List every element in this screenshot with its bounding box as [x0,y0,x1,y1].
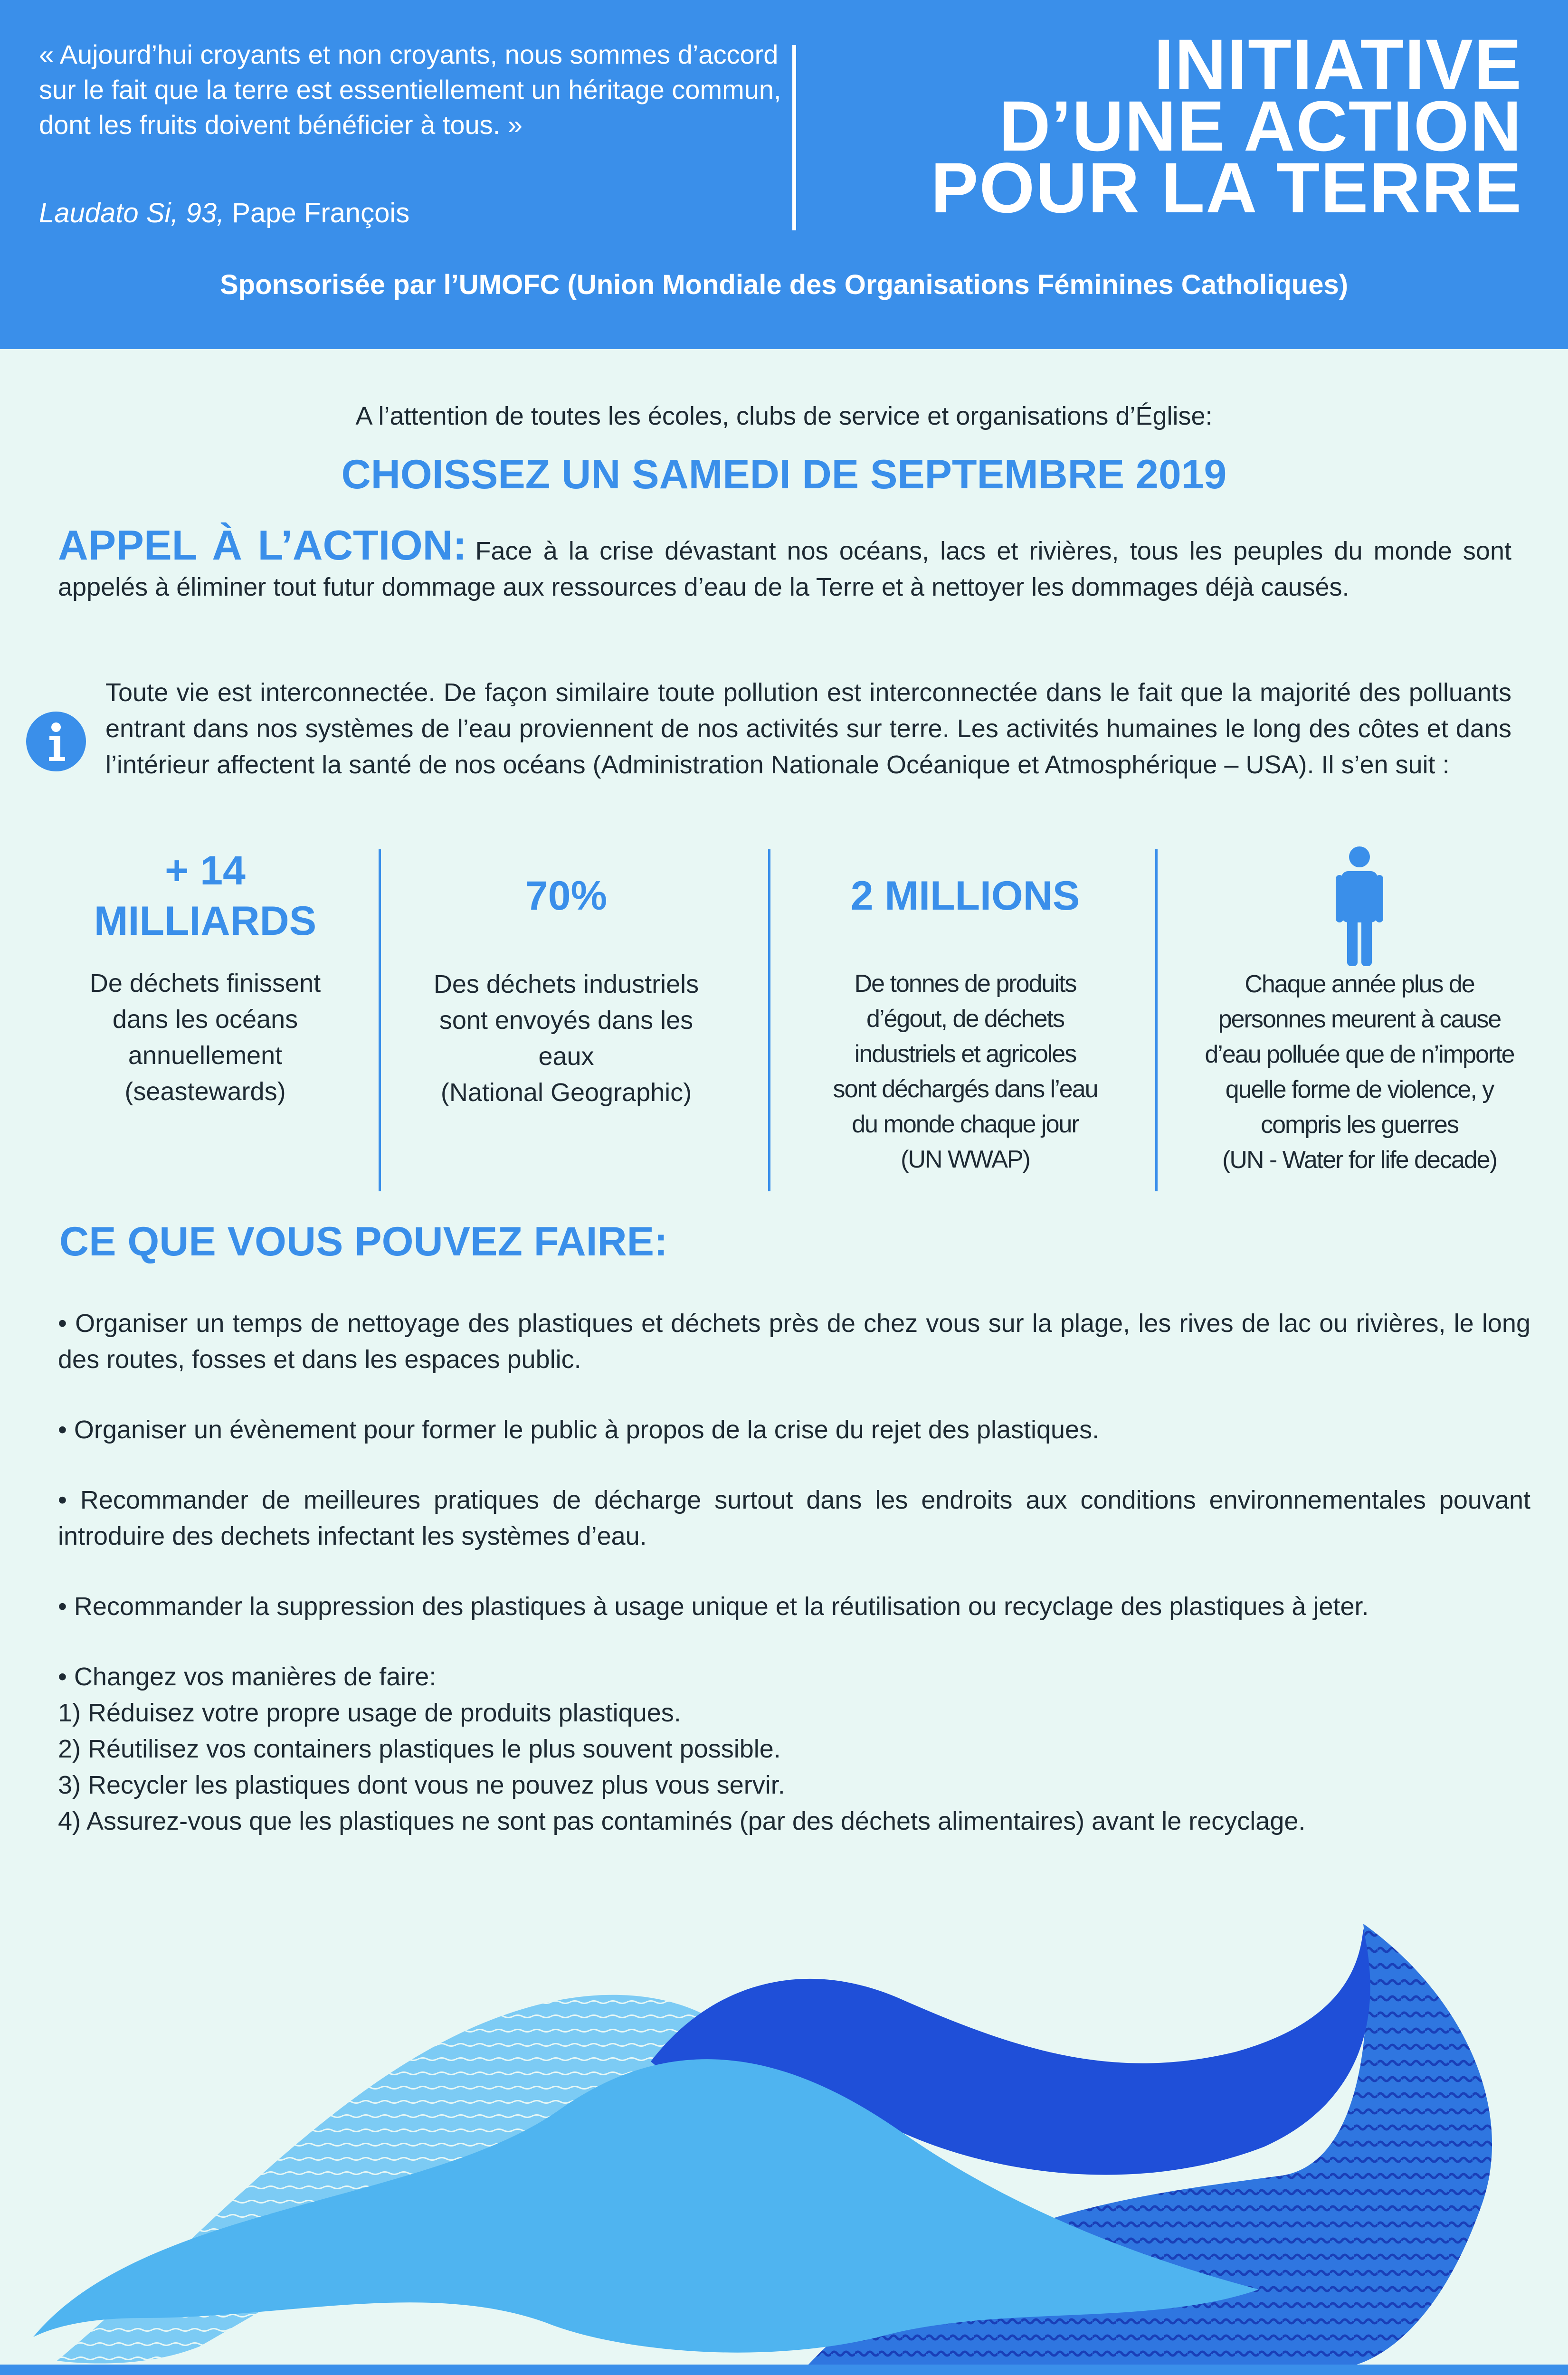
stat-desc-line: sont déchargés dans l’eau [833,1075,1098,1103]
stat-desc-line: De déchets finissent [89,969,321,998]
page-title [834,24,1522,228]
stat-desc-line: personnes meurent à cause [1218,1006,1501,1033]
change-step: 4) Assurez-vous que les plastiques ne sont pas contaminés (par des déchets alimentaires) avant le recyclage. [58,1807,1306,1835]
stat-desc-line: du monde chaque jour [852,1111,1079,1138]
stat-desc-line: (UN - Water for life decade) [1222,1146,1497,1174]
action-item: • Organiser un temps de nettoyage des plastiques et déchets près de chez vous sur la plage, les rives de lac ou rivières, le long des routes, fosses et dans les espaces public. [58,1309,1530,1374]
call-to-action-text: Face à la crise dévastant nos océans, lacs et rivières, tous les peuples du monde sont appelés à éliminer tout futur dommage aux ressources d’eau de la Terre et à nettoyer les dommages déjà causés. [58,537,1511,601]
footer-band [0,2365,1568,2375]
stat-value: 2 MILLIONS [850,873,1080,919]
call-to-action-paragraph [58,522,1511,605]
stat-desc-line: quelle forme de violence, y [1225,1076,1494,1103]
action-item: • Recommander la suppression des plastiques à usage unique et la réutilisation ou recyclage des plastiques à jeter. [58,1592,1369,1621]
stat-desc-line: (National Geographic) [440,1078,692,1107]
stat-desc-line: d’eau polluée que de n’importe [1205,1041,1514,1068]
stat-value: 70% [525,873,608,919]
sponsor-line: Sponsorisée par l’UMOFC (Union Mondiale des Organisations Féminines Catholiques) [219,269,1349,300]
person-icon [1169,846,1549,969]
stat-percent [390,846,742,1213]
stat-desc-line: sont envoyés dans les [439,1006,694,1035]
stat-desc-line: dans les océans [112,1005,298,1034]
stat-desc-line: (UN WWAP) [901,1146,1030,1173]
stat-billions [39,846,371,1188]
call-to-action-lead: APPEL À L’ACTION: [58,522,467,569]
stat-millions [780,846,1150,1213]
stat-desc-line: annuellement [128,1041,283,1070]
title-line: D’UNE ACTION [999,86,1522,166]
title-line: POUR LA TERRE [931,148,1522,228]
info-paragraph: Toute vie est interconnectée. De façon similaire toute pollution est interconnectée dans le fait que la majorité des polluants entrant dans nos systèmes de l’eau proviennent de nos activités sur terre. Les activités humaines le long des côtes et dans l’intérieur affectent la santé de nos océans (Administration Nationale Océanique et Atmosphérique – USA). Il s’en suit : [105,678,1511,779]
change-step: 1) Réduisez votre propre usage de produits plastiques. [58,1699,681,1727]
change-habits-block [58,1659,1530,1839]
citation-author: Pape François [232,198,410,228]
header-quote: « Aujourd’hui croyants et non croyants, nous sommes d’accord sur le fait que la terre est essentiellement un héritage commun, dont les fruits doivent bénéficier à tous. » [39,39,781,140]
stat-desc-line: Des déchets industriels [433,970,699,998]
stat-desc-line: d’égout, de déchets [866,1005,1064,1033]
stat-desc-line: (seastewards) [124,1077,286,1106]
action-item: • Recommander de meilleures pratiques de décharge surtout dans les endroits aux conditions environnementales pouvant introduire des dechets infectant les systèmes d’eau. [58,1486,1530,1550]
quote-citation [39,197,409,229]
stat-description [780,966,1150,1177]
stat-person [1169,846,1549,1188]
change-step: 2) Réutilisez vos containers plastiques le plus souvent possible. [58,1735,781,1763]
stats-row [39,846,1549,1188]
info-icon [26,712,86,771]
citation-work: Laudato Si, 93, [39,198,225,228]
info-icon-glyph [26,712,86,771]
stat-desc-line: compris les guerres [1261,1111,1458,1139]
stat-description [390,966,742,1111]
stat-divider [1155,849,1158,1191]
header-divider [792,45,796,230]
header-banner [0,0,1568,349]
action-item: • Organiser un évènement pour former le public à propos de la crise du rejet des plastiques. [58,1416,1100,1444]
stat-value-line: MILLIARDS [94,898,317,944]
actions-heading: CE QUE VOUS POUVEZ FAIRE: [59,1219,668,1264]
actions-list [58,1305,1530,1839]
stat-value-line: + 14 [165,848,246,893]
decorative-waves [0,1910,1568,2366]
change-habits-intro: • Changez vos manières de faire: [58,1662,437,1691]
audience-line: A l’attention de toutes les écoles, clubs de service et organisations d’Église: [355,402,1213,430]
change-step: 3) Recycler les plastiques dont vous ne pouvez plus vous servir. [58,1771,785,1799]
person-icon-glyph [1336,846,1383,967]
stat-desc-line: industriels et agricoles [854,1040,1076,1068]
title-line: INITIATIVE [1154,24,1522,104]
stat-value [39,846,371,946]
stat-desc-line: Chaque année plus de [1245,970,1474,998]
stat-description [1169,967,1549,1178]
date-heading: CHOISSEZ UN SAMEDI DE SEPTEMBRE 2019 [341,452,1227,497]
stat-description [39,965,371,1110]
stat-desc-line: De tonnes de produits [854,970,1076,998]
stat-desc-line: eaux [538,1042,594,1071]
stat-divider [379,849,381,1191]
stat-divider [768,849,770,1191]
